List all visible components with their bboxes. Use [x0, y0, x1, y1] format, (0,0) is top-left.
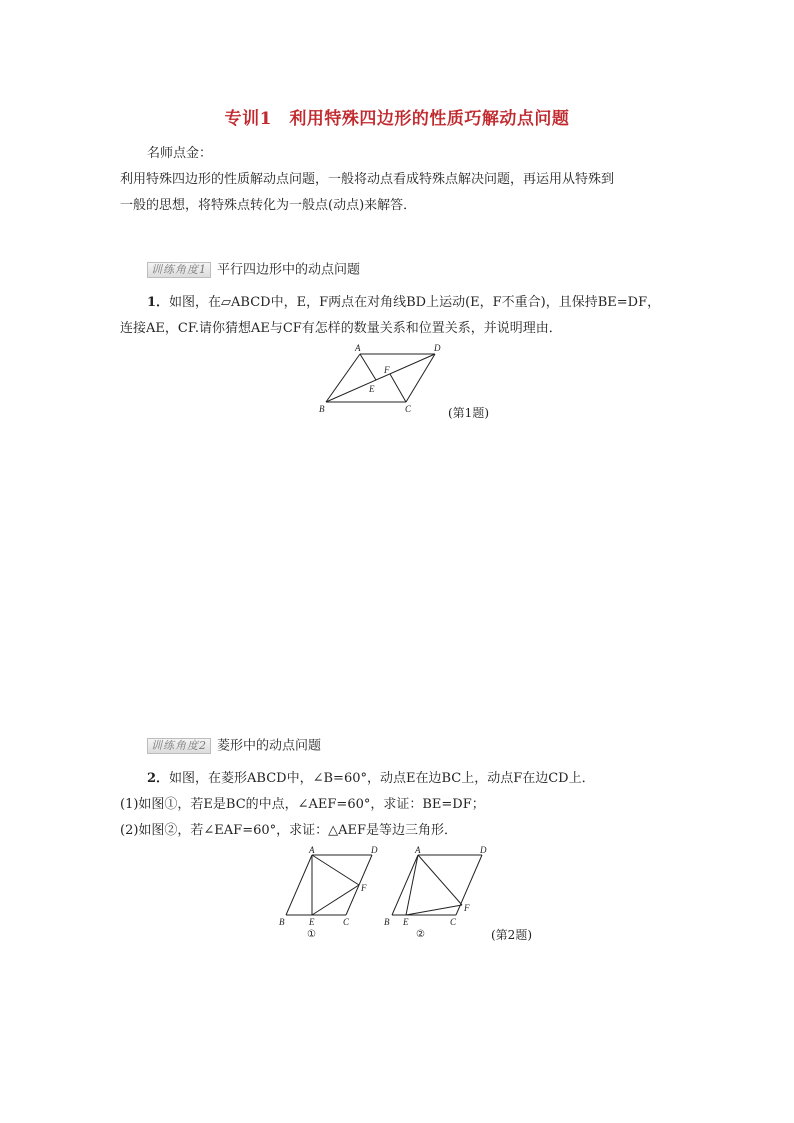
fig1-label-E: E	[369, 384, 375, 394]
fig1-label-D: D	[434, 343, 441, 353]
section1-tag: 训练角度1	[147, 262, 211, 278]
figure-2-2-rhombus	[378, 845, 493, 940]
fig2-1-label-B: B	[279, 917, 285, 927]
figure-2-caption: (第2题)	[491, 928, 532, 942]
fig2-1-label-E: E	[309, 917, 315, 927]
question2-text-1: 如图，在菱形ABCD中，∠B=60°，动点E在边BC上，动点F在边CD上．	[169, 771, 595, 786]
section1-heading: 平行四边形中的动点问题	[217, 262, 361, 278]
fig1-label-C: C	[405, 404, 412, 414]
fig1-label-F: F	[384, 365, 390, 375]
tips-line-2: 一般的思想，将特殊点转化为一般点(动点)来解答．	[120, 198, 417, 213]
fig2-1-label-A: A	[309, 845, 315, 855]
fig2-2-number: ②	[416, 929, 425, 940]
figure-2-1-rhombus	[270, 845, 380, 940]
fig2-2-label-A: A	[415, 845, 421, 855]
section2-heading: 菱形中的动点问题	[217, 738, 322, 754]
section2-header	[147, 738, 321, 755]
page-title: 专训1 利用特殊四边形的性质巧解动点问题	[224, 109, 570, 129]
fig1-label-A: A	[355, 343, 361, 353]
fig2-2-label-B: B	[384, 917, 390, 927]
question2-line-1	[147, 771, 595, 787]
tips-heading: 名师点金：	[147, 146, 213, 161]
fig2-2-label-E: E	[403, 917, 409, 927]
fig2-2-label-F: F	[464, 903, 470, 913]
fig1-label-B: B	[319, 404, 325, 414]
fig2-2-label-D: D	[480, 845, 487, 855]
section1-header	[147, 262, 360, 279]
question2-number: 2．	[147, 771, 170, 786]
fig2-1-number: ①	[307, 929, 316, 940]
tips-line-1: 利用特殊四边形的性质解动点问题，一般将动点看成特殊点解决问题，再运用从特殊到	[120, 172, 615, 187]
fig2-1-label-D: D	[371, 845, 378, 855]
question1-line-1	[147, 295, 660, 311]
question2-line-3: (2)如图②，若∠EAF=60°，求证：△AEF是等边三角形．	[120, 823, 458, 838]
fig2-1-label-F: F	[361, 883, 367, 893]
question1-line-2: 连接AE，CF.请你猜想AE与CF有怎样的数量关系和位置关系，并说明理由．	[120, 321, 562, 336]
fig2-1-label-C: C	[343, 917, 350, 927]
section2-tag: 训练角度2	[147, 738, 211, 754]
question1-number: 1．	[147, 295, 170, 310]
question1-text-1: 如图，在▱ABCD中，E，F两点在对角线BD上运动(E，F不重合)，且保持BE=DF，	[169, 295, 661, 310]
figure-1-caption: (第1题)	[448, 406, 489, 420]
figure-1-parallelogram	[310, 340, 460, 420]
question2-line-2: (1)如图①，若E是BC的中点，∠AEF=60°，求证：BE=DF；	[120, 797, 485, 812]
fig2-2-label-C: C	[450, 917, 457, 927]
